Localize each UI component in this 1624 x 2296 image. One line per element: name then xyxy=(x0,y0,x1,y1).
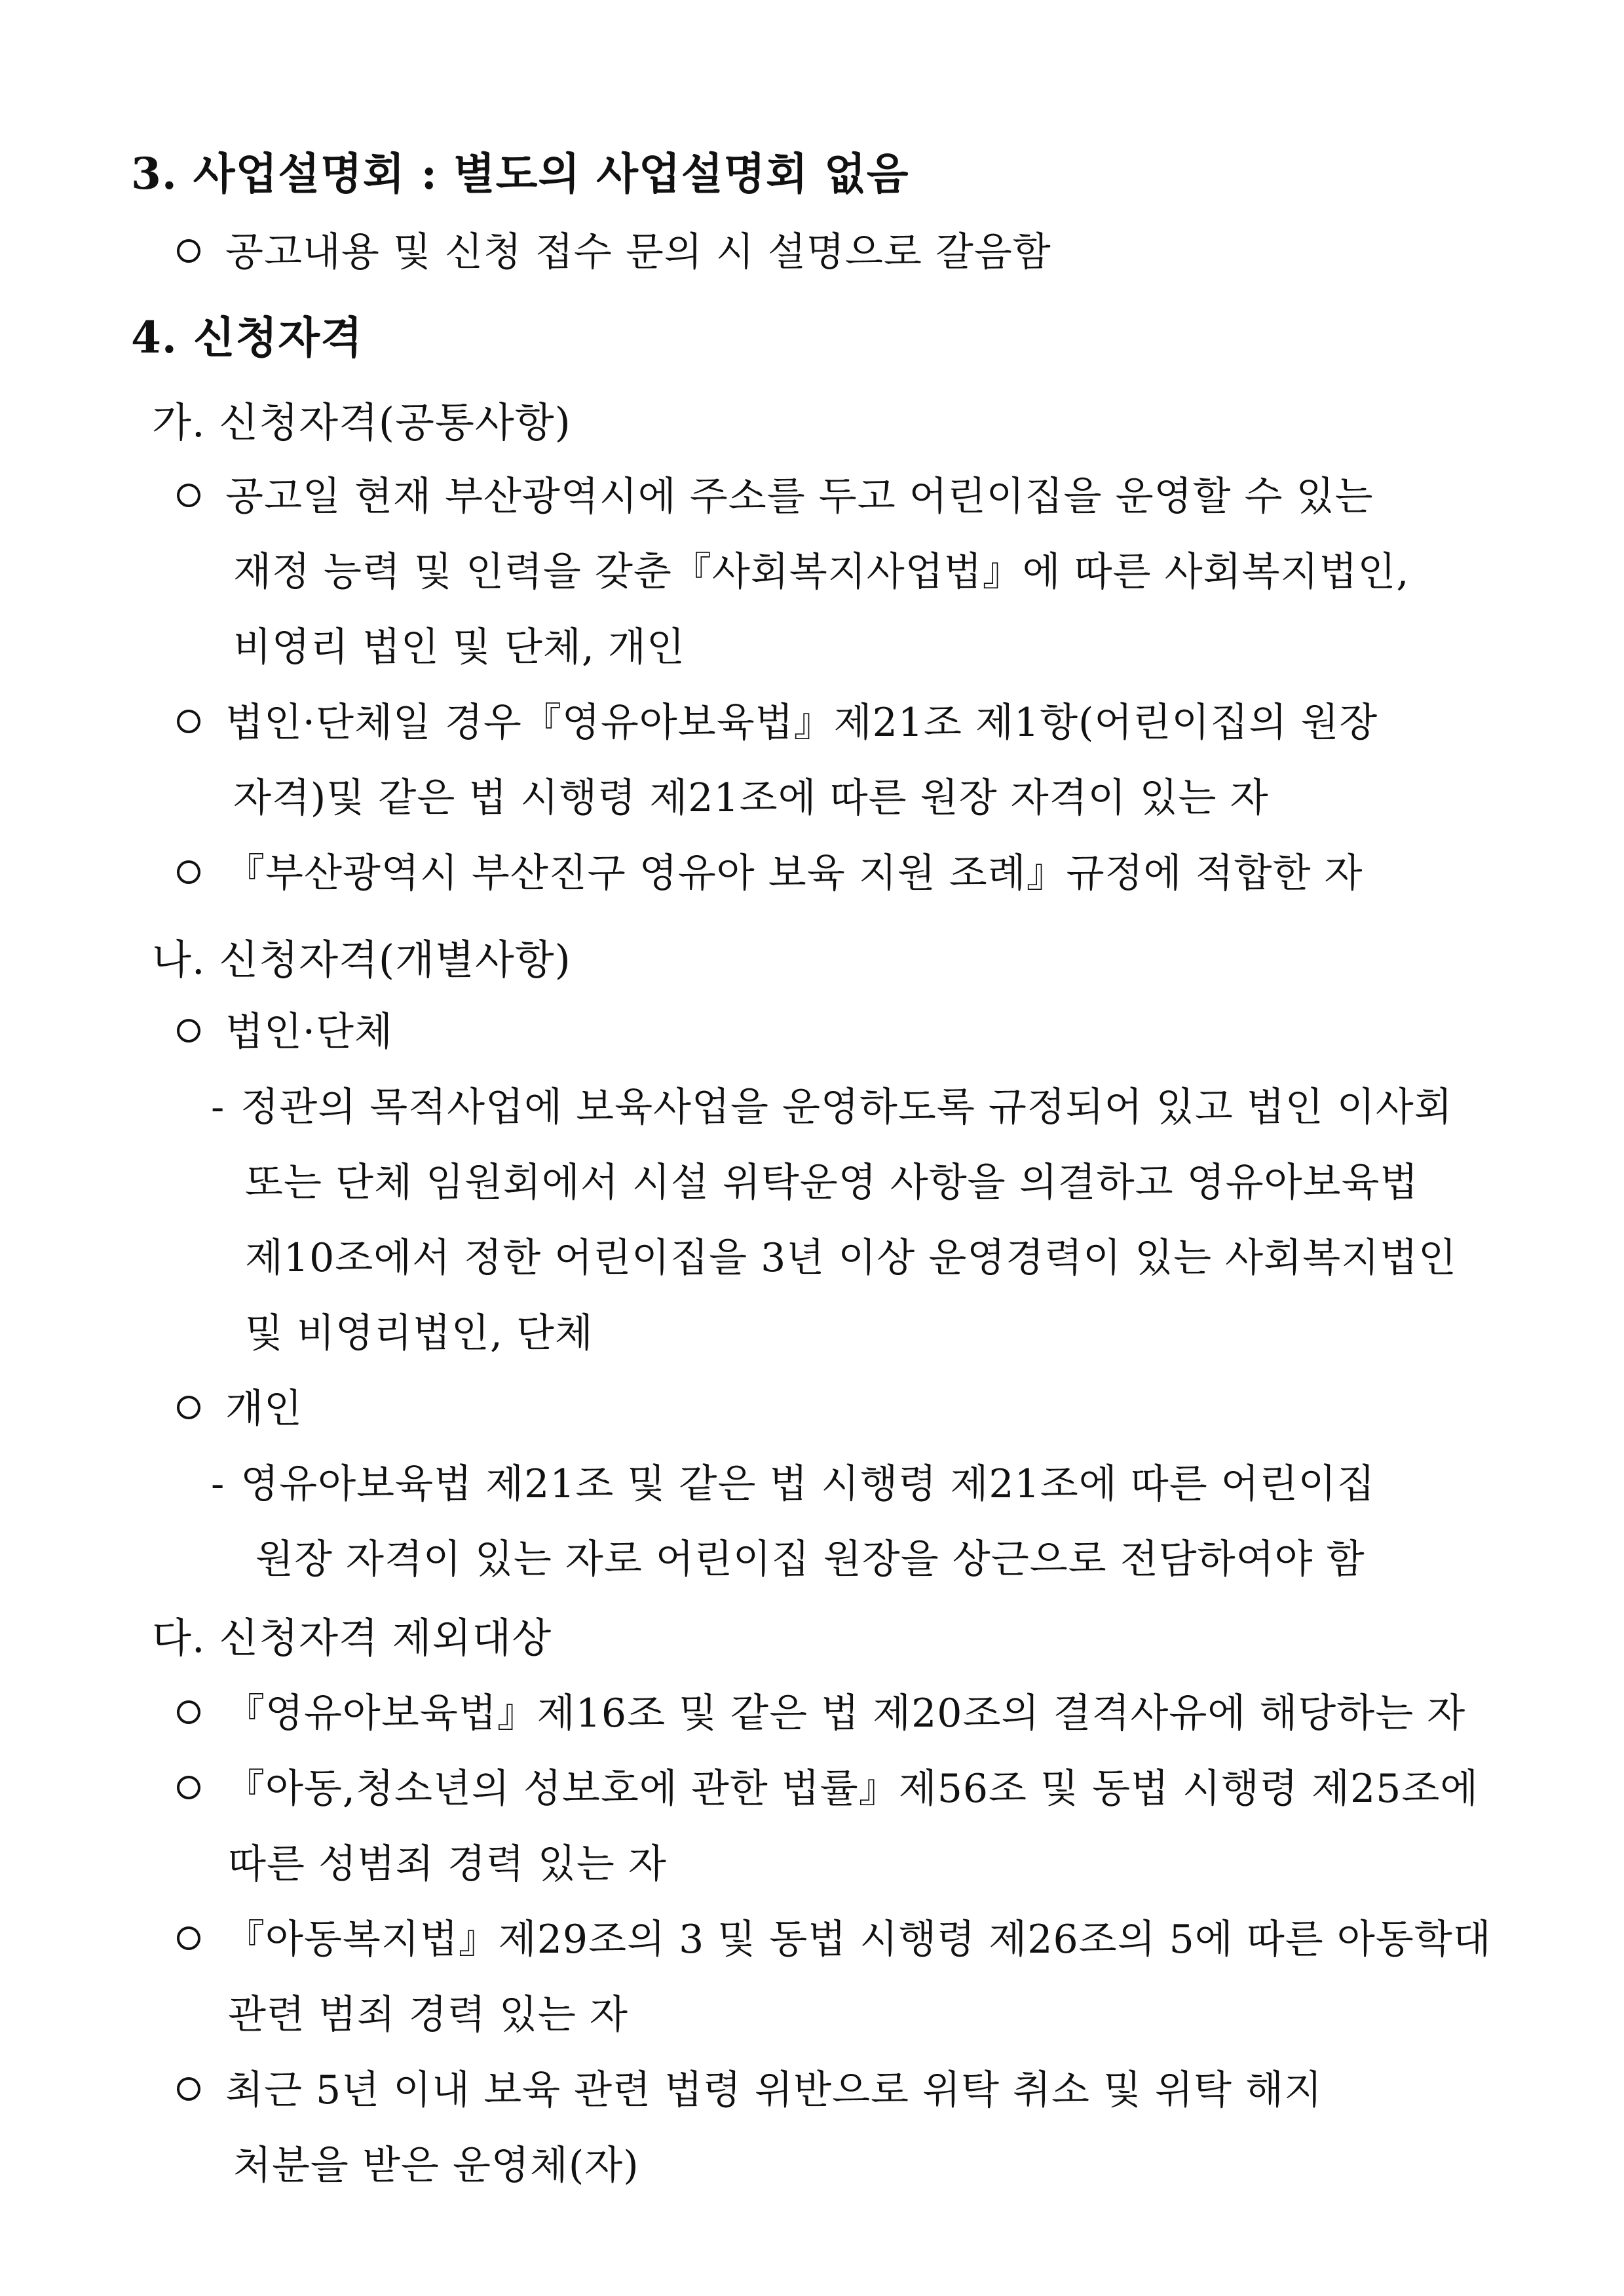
bullet-circle-icon xyxy=(177,1776,200,1799)
section-3-bullet-1 xyxy=(177,226,1051,278)
na-bullet-1 xyxy=(177,1006,393,1058)
bullet-circle-icon xyxy=(177,1926,200,1950)
bullet-circle-icon xyxy=(177,2077,200,2101)
bullet-text: 법인·단체일 경우『영유아보육법』제21조 제1항(어린이집의 원장 xyxy=(225,700,1378,746)
bullet-circle-icon xyxy=(177,710,200,733)
na-dash-1-line-1 xyxy=(211,1081,1453,1134)
na-dash-1-line-3: 제10조에서 정한 어린이집을 3년 이상 운영경력이 있는 사회복지법인 xyxy=(245,1235,1457,1281)
bullet-text: 『아동,청소년의 성보호에 관한 법률』제56조 및 동법 시행령 제25조에 xyxy=(225,1766,1479,1812)
na-dash-2-line-1 xyxy=(211,1458,1376,1510)
da-bullet-3-line-2: 관련 범죄 경력 있는 자 xyxy=(228,1992,628,2038)
bullet-text: 『아동복지법』제29조의 3 및 동법 시행령 제26조의 5에 따른 아동학대 xyxy=(225,1917,1492,1962)
bullet-circle-icon xyxy=(177,484,200,507)
na-dash-1-line-2: 또는 단체 임원회에서 시설 위탁운영 사항을 의결하고 영유아보육법 xyxy=(245,1160,1419,1206)
bullet-text: 『영유아보육법』제16조 및 같은 법 제20조의 결격사유에 해당하는 자 xyxy=(225,1691,1466,1736)
bullet-text: 공고내용 및 신청 접수 문의 시 설명으로 갈음함 xyxy=(225,229,1051,275)
bullet-circle-icon xyxy=(177,1396,200,1419)
da-bullet-3-line-1 xyxy=(177,1913,1492,1966)
bullet-circle-icon xyxy=(177,1019,200,1043)
dash-marker: - xyxy=(211,1461,225,1507)
ga-bullet-1-line-1 xyxy=(177,470,1374,523)
ga-bullet-1-line-3: 비영리 법인 및 단체, 개인 xyxy=(233,624,685,670)
ga-bullet-2-line-1 xyxy=(177,697,1378,749)
subsection-na-heading: 나. 신청자격(개별사항) xyxy=(152,936,571,984)
ga-bullet-1-line-2: 재정 능력 및 인력을 갖춘『사회복지사업법』에 따른 사회복지법인, xyxy=(233,549,1410,595)
subsection-ga-heading: 가. 신청자격(공통사항) xyxy=(152,398,571,446)
dash-text: 정관의 목적사업에 보육사업을 운영하도록 규정되어 있고 법인 이사회 xyxy=(240,1084,1453,1130)
na-dash-1-line-4: 및 비영리법인, 단체 xyxy=(245,1311,594,1356)
bullet-text: 공고일 현재 부산광역시에 주소를 두고 어린이집을 운영할 수 있는 xyxy=(225,474,1374,520)
subsection-da-heading: 다. 신청자격 제외대상 xyxy=(152,1614,552,1662)
bullet-circle-icon xyxy=(177,1700,200,1724)
bullet-text: 『부산광역시 부산진구 영유아 보육 지원 조례』규정에 적합한 자 xyxy=(225,851,1363,896)
bullet-text: 개인 xyxy=(225,1386,303,1432)
dash-text: 영유아보육법 제21조 및 같은 법 시행령 제21조에 따른 어린이집 xyxy=(240,1461,1376,1507)
bullet-circle-icon xyxy=(177,239,200,263)
da-bullet-2-line-1 xyxy=(177,1763,1479,1815)
da-bullet-2-line-2: 따른 성범죄 경력 있는 자 xyxy=(228,1841,667,1887)
da-bullet-1-line-1 xyxy=(177,1687,1465,1740)
bullet-text: 최근 5년 이내 보육 관련 법령 위반으로 위탁 취소 및 위탁 해지 xyxy=(225,2067,1323,2113)
dash-marker: - xyxy=(211,1084,225,1130)
da-bullet-4-line-2: 처분을 받은 운영체(자) xyxy=(233,2143,639,2189)
section-3-heading: 3. 사업설명회 : 별도의 사업설명회 없음 xyxy=(131,148,909,199)
section-4-heading: 4. 신청자격 xyxy=(131,312,363,363)
na-bullet-2 xyxy=(177,1383,303,1435)
ga-bullet-2-line-2: 자격)및 같은 법 시행령 제21조에 따른 원장 자격이 있는 자 xyxy=(233,775,1269,821)
na-dash-2-line-2: 원장 자격이 있는 자로 어린이집 원장을 상근으로 전담하여야 함 xyxy=(255,1537,1365,1582)
da-bullet-4-line-1 xyxy=(177,2064,1323,2116)
bullet-text: 법인·단체 xyxy=(225,1009,393,1055)
ga-bullet-3-line-1 xyxy=(177,847,1363,900)
bullet-circle-icon xyxy=(177,860,200,884)
